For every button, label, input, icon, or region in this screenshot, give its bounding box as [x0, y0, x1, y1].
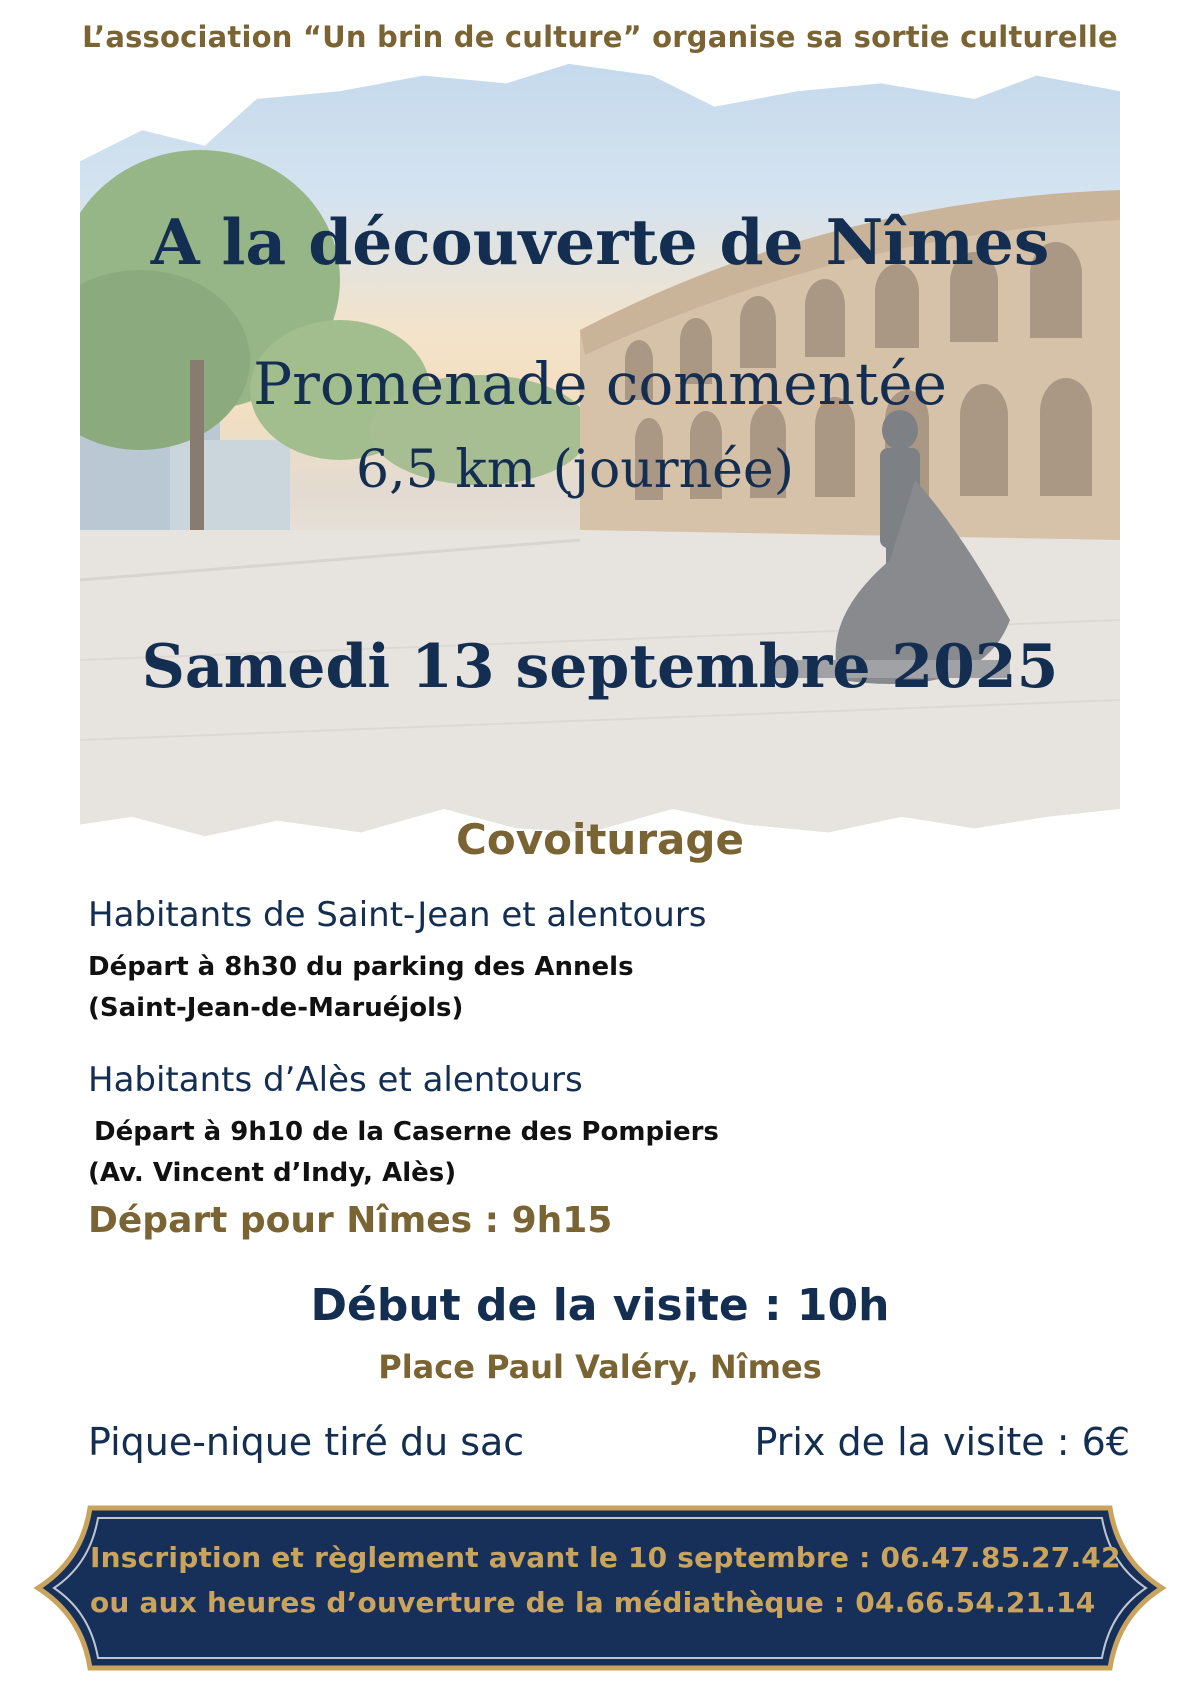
event-subtitle: Promenade commentée — [253, 350, 947, 418]
event-title: A la découverte de Nîmes — [150, 205, 1050, 279]
association-header: L’association “Un brin de culture” organise sa sortie culturelle — [82, 20, 1118, 54]
carpool-departure-line: Départ à 9h10 de la Caserne des Pompiers — [94, 1117, 719, 1147]
registration-line-2: ou aux heures d’ouverture de la médiathèque : 04.66.54.21.14 — [90, 1586, 1096, 1619]
event-distance: 6,5 km (journée) — [356, 440, 794, 500]
carpool-group-title: Habitants de Saint-Jean et alentours — [88, 895, 707, 935]
event-date: Samedi 13 septembre 2025 — [141, 632, 1059, 702]
visit-meeting-place: Place Paul Valéry, Nîmes — [378, 1348, 822, 1386]
carpool-group-title: Habitants d’Alès et alentours — [88, 1060, 583, 1100]
visit-price: Prix de la visite : 6€ — [754, 1420, 1130, 1464]
visit-start-time: Début de la visite : 10h — [310, 1280, 890, 1331]
registration-line-1: Inscription et règlement avant le 10 septembre : 06.47.85.27.42 — [90, 1541, 1121, 1574]
carpool-departure-line: Départ à 8h30 du parking des Annels — [88, 952, 634, 982]
carpool-heading: Covoiturage — [456, 815, 744, 864]
carpool-group-saint-jean — [88, 895, 707, 1029]
departure-to-nimes: Départ pour Nîmes : 9h15 — [88, 1200, 613, 1241]
carpool-group-ales — [88, 1060, 719, 1194]
picnic-note: Pique-nique tiré du sac — [88, 1420, 525, 1464]
carpool-location-line: (Av. Vincent d’Indy, Alès) — [88, 1158, 457, 1188]
carpool-location-line: (Saint-Jean-de-Maruéjols) — [88, 993, 464, 1023]
